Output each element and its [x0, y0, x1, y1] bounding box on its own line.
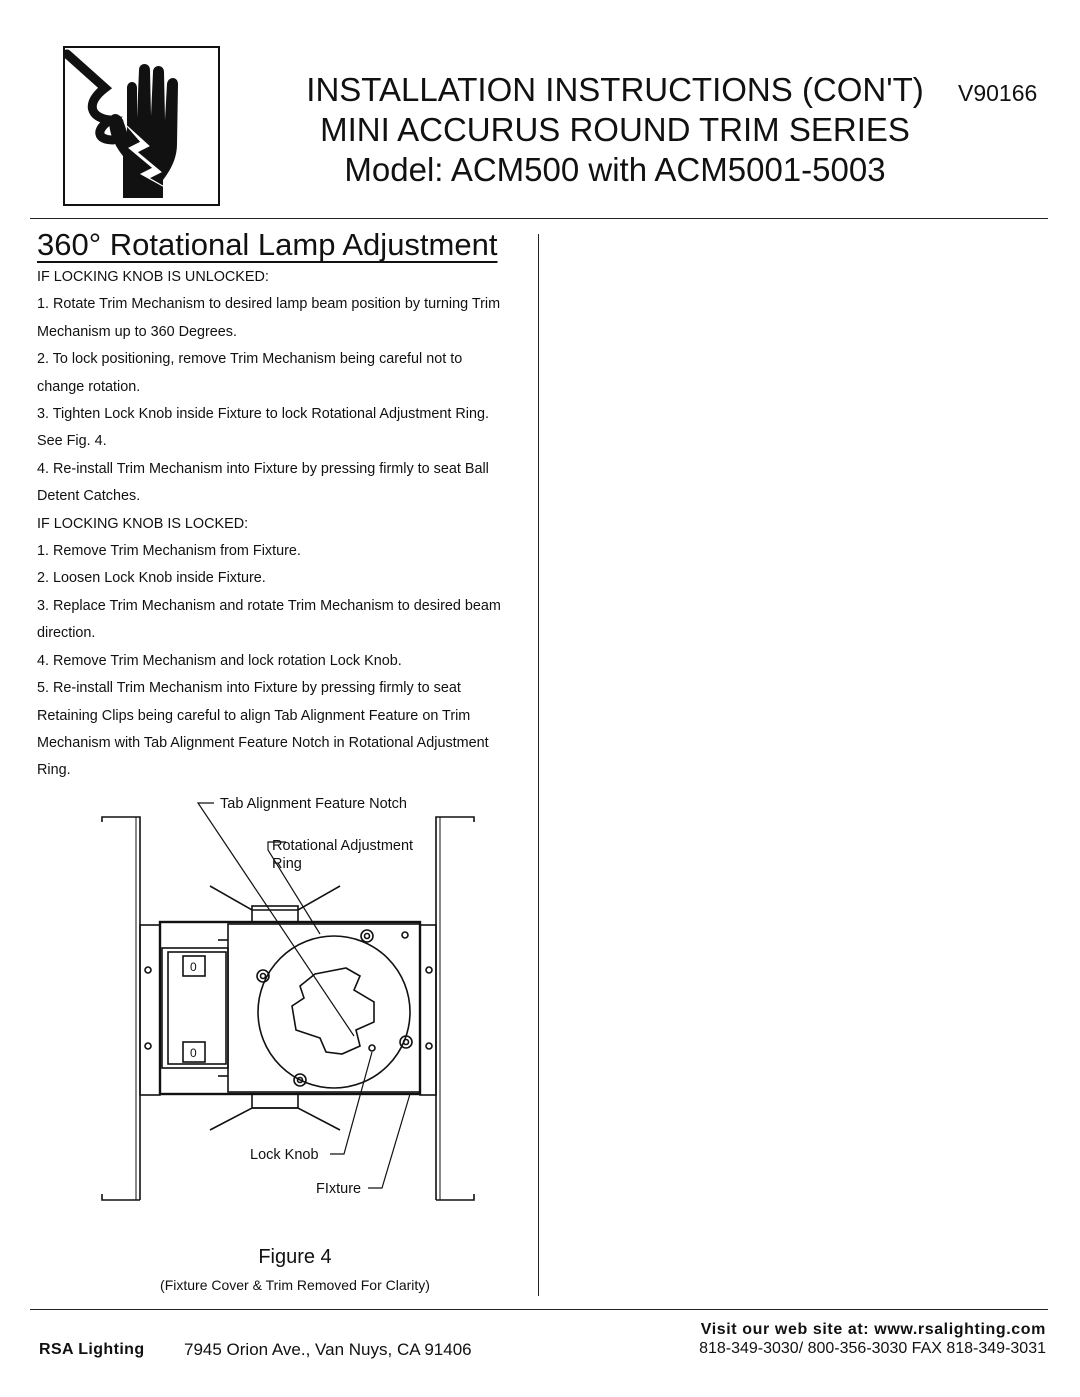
leader-fixture: [368, 1094, 410, 1188]
instruction-line: Ring.: [37, 762, 71, 779]
title-line-2: MINI ACCURUS ROUND TRIM SERIES: [320, 111, 910, 148]
company-name: RSA Lighting: [39, 1341, 145, 1358]
company-address: 7945 Orion Ave., Van Nuys, CA 91406: [184, 1340, 472, 1359]
phone-numbers: 818-349-3030/ 800-356-3030 FAX 818-349-3031: [699, 1340, 1046, 1357]
callout-ring-line1: Rotational Adjustment: [272, 838, 414, 854]
instruction-line: IF LOCKING KNOB IS UNLOCKED:: [37, 269, 269, 285]
instruction-line: Mechanism with Tab Alignment Feature Notch in Rotational Adjustment: [37, 734, 489, 751]
mounting-clip-bottom: [210, 1108, 340, 1130]
instruction-line: 1. Remove Trim Mechanism from Fixture.: [37, 543, 301, 560]
header-divider: [30, 218, 1048, 219]
rotational-adjustment-ring: [258, 936, 410, 1088]
instruction-line: 2. Loosen Lock Knob inside Fixture.: [37, 570, 266, 587]
callout-tab-notch: Tab Alignment Feature Notch: [220, 796, 407, 812]
column-divider: [538, 234, 539, 1296]
instruction-line: 5. Re-install Trim Mechanism into Fixture by pressing firmly to seat: [37, 680, 461, 697]
title-line-1: INSTALLATION INSTRUCTIONS (CON'T): [306, 71, 924, 108]
electric-shock-hand-icon: [65, 48, 218, 204]
trim-aperture: [292, 968, 374, 1054]
callout-lock-knob: Lock Knob: [250, 1147, 319, 1163]
logo: [63, 46, 220, 206]
hanger-bar-left: [102, 817, 140, 1200]
junction-knob-label-bottom: 0: [190, 1046, 197, 1060]
instruction-list: [37, 264, 537, 785]
callout-fixture: FIxture: [316, 1181, 362, 1197]
instruction-line: 4. Remove Trim Mechanism and lock rotation Lock Knob.: [37, 652, 402, 669]
title-line-3: Model: ACM500 with ACM5001-5003: [344, 151, 886, 188]
instruction-line: 3. Replace Trim Mechanism and rotate Trim Mechanism to desired beam: [37, 597, 501, 614]
instruction-line: 3. Tighten Lock Knob inside Fixture to lock Rotational Adjustment Ring.: [37, 406, 489, 423]
instruction-line: direction.: [37, 625, 96, 642]
section-title: 360° Rotational Lamp Adjustment: [37, 227, 498, 262]
instruction-line: See Fig. 4.: [37, 433, 107, 450]
side-plate-right: [420, 925, 436, 1095]
instruction-line: Retaining Clips being careful to align Tab Alignment Feature on Trim: [37, 707, 471, 724]
fixture-diagram: [90, 790, 530, 1210]
hanger-bar-right: [436, 817, 474, 1200]
junction-knob-label-top: 0: [190, 960, 197, 974]
instruction-line: 1. Rotate Trim Mechanism to desired lamp beam position by turning Trim: [37, 296, 501, 313]
instruction-line: Detent Catches.: [37, 488, 141, 505]
footer-divider: [30, 1309, 1048, 1310]
ring-screw: [361, 930, 373, 942]
instruction-line: Mechanism up to 360 Degrees.: [37, 323, 237, 340]
website-text: Visit our web site at: www.rsalighting.com: [700, 1321, 1046, 1338]
instruction-line: 4. Re-install Trim Mechanism into Fixture by pressing firmly to seat Ball: [37, 460, 489, 477]
figure-title: Figure 4: [258, 1246, 332, 1268]
callout-ring-line2: Ring: [272, 856, 302, 872]
instruction-line: 2. To lock positioning, remove Trim Mechanism being careful not to: [37, 351, 463, 368]
instruction-line: change rotation.: [37, 378, 141, 395]
leader-lock-knob: [330, 1052, 372, 1154]
instruction-line: IF LOCKING KNOB IS LOCKED:: [37, 515, 249, 532]
lock-knob: [369, 1045, 375, 1051]
version-number: V90166: [958, 80, 1038, 106]
side-plate-left: [140, 925, 160, 1095]
figure-caption: (Fixture Cover & Trim Removed For Clarity): [160, 1277, 430, 1293]
